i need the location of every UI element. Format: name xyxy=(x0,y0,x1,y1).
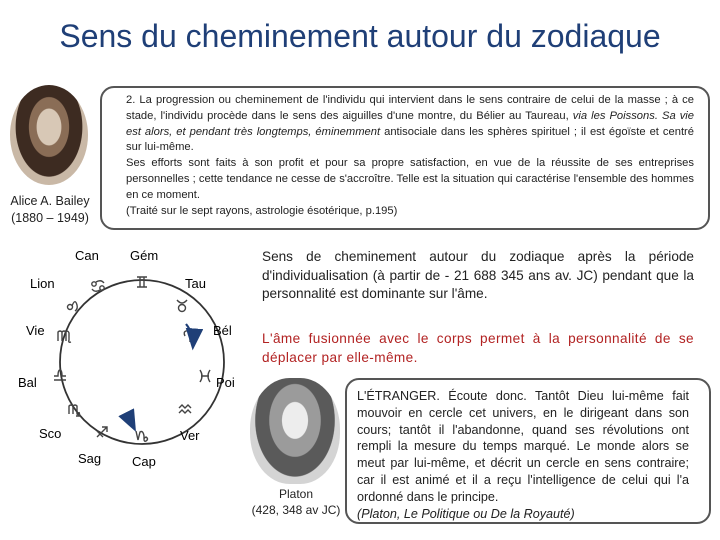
zodiac-circle xyxy=(60,280,224,444)
capricorn-icon xyxy=(136,431,148,441)
scorpio-icon xyxy=(69,405,80,416)
label-cap: Cap xyxy=(132,454,156,469)
label-sco: Sco xyxy=(39,426,62,441)
label-bel: Bél xyxy=(213,323,232,338)
bailey-dates: (1880 – 1949) xyxy=(11,211,89,225)
bailey-quote-after-italic: antisociale dans les sphères xyxy=(384,125,528,138)
label-ver: Ver xyxy=(180,428,200,443)
plato-quote-text: L'ÉTRANGER. Écoute donc. Tantôt Dieu lui-même fait mouvoir en cercle cet univers, en le dirigeant dans son cours; tantôt il l'abandonne, quand ses révolutions ont rempli la mesure du temps marqué. Le monde alors se meut par lui-même, et décrit un cercle en sens contraire; car il est animé et il a reçu l'intelligence de celui qui l'a ordonné dans le principe. xyxy=(357,389,689,504)
description-main: Sens de cheminement autour du zodiaque après la période d'individualisation (à partir de - 21 688 345 ans av. JC) pendant que la personnalité est dominante sur l'âme. xyxy=(262,249,694,301)
label-gem: Gém xyxy=(130,248,159,263)
label-poi: Poi xyxy=(216,375,235,390)
bailey-caption xyxy=(4,193,96,227)
bailey-quote-para1 xyxy=(126,93,694,156)
bailey-quote-main: 2. La progression ou cheminement de l'individu qui intervient dans le sens contraire de celui de la masse ; à ce stade, l'individu procède dans le sens des aiguilles d'une montre, du Bélier au Taureau, xyxy=(126,94,694,122)
label-bal: Bal xyxy=(18,375,37,390)
label-tau: Tau xyxy=(185,276,206,291)
label-sag: Sag xyxy=(78,451,102,466)
plato-quote-source: (Platon, Le Politique ou De la Royauté) xyxy=(357,506,575,521)
plato-name: Platon xyxy=(278,487,314,501)
bailey-quote-para2: Ses efforts sont faits à son profit et pour sa propre satisfaction, en vue de la réussite de ses entreprises personnelles ; cette tendance ne cesse de s'accroître. Telle est la situation qui caractérise l'ensemble des hommes en ce moment. xyxy=(126,157,694,201)
plato-quote-box xyxy=(345,378,711,524)
label-lion: Lion xyxy=(30,276,55,291)
plato-dates: (428, 348 av JC) xyxy=(251,503,341,517)
label-vie: Vie xyxy=(26,323,45,338)
bailey-quote-box xyxy=(100,86,710,230)
gemini-icon xyxy=(137,277,147,287)
portrait-alice-bailey xyxy=(10,85,88,185)
bailey-quote-rest: spirituel ; il est égoïste et centré sur lui-même. xyxy=(126,125,694,154)
description-soul: L'âme fusionnée avec le corps permet à la personnalité de se déplacer par elle-même. xyxy=(262,331,694,365)
label-can: Can xyxy=(75,248,99,263)
taurus-icon xyxy=(177,300,187,312)
arrow-pisces-aquarius xyxy=(131,410,134,428)
portrait-plato xyxy=(250,378,340,484)
cancer-icon xyxy=(92,281,104,292)
bailey-name: Alice A. Bailey xyxy=(10,194,90,208)
aquarius-icon xyxy=(179,405,191,413)
bailey-quote-source: (Traité sur le sept rayons, astrologie ésotérique, p.195) xyxy=(126,204,398,217)
bailey-quote-italic: via les Poissons. Sa vie est alors, et pendant très longtemps, éminemment xyxy=(126,109,695,138)
zodiac-wheel xyxy=(18,248,245,475)
leo-icon xyxy=(68,302,78,311)
pisces-icon xyxy=(200,370,210,382)
page-title: Sens du cheminement autour du zodiaque xyxy=(59,18,661,54)
plato-caption xyxy=(236,486,356,518)
